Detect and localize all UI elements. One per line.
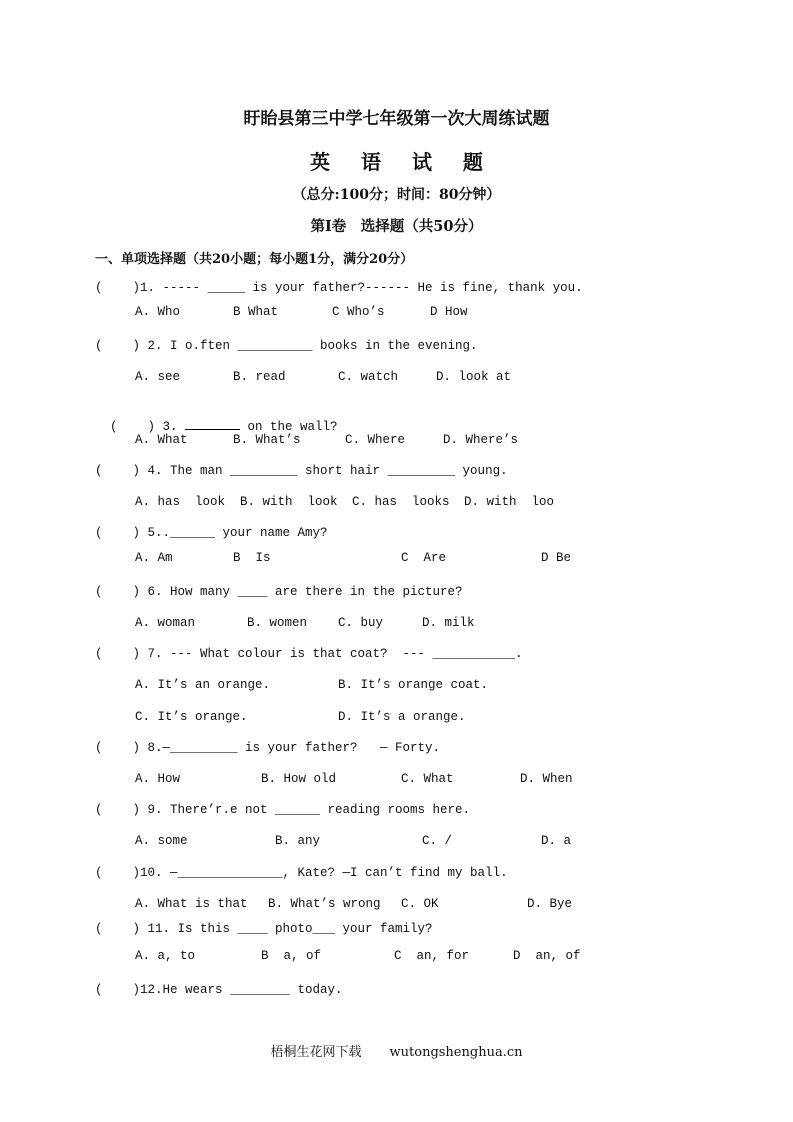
question-8-option-c: C. What xyxy=(401,772,454,786)
question-11-option-c: C an, for xyxy=(394,949,470,963)
question-6-option-d: D. milk xyxy=(422,616,475,630)
question-4-option-b: B. with look xyxy=(240,495,338,509)
question-3-stem-suffix: on the wall? xyxy=(240,420,338,434)
question-2-option-a: A. see xyxy=(135,370,181,384)
page-footer xyxy=(0,1041,793,1060)
question-3-option-b: B. What’s xyxy=(233,433,301,447)
question-4-option-c: C. has looks xyxy=(352,495,450,509)
question-1-option-d: D How xyxy=(430,305,468,319)
question-9-option-d: D. a xyxy=(541,834,572,848)
question-6-option-b: B. women xyxy=(247,616,308,630)
question-1-stem: ( )1. ----- _____ is your father?------ He is fine, thank you. xyxy=(95,281,583,295)
question-10-option-d: D. Bye xyxy=(527,897,573,911)
question-6-option-a: A. woman xyxy=(135,616,196,630)
question-11-option-d: D an, of xyxy=(513,949,581,963)
question-8-option-d: D. When xyxy=(520,772,573,786)
question-11-option-a: A. a, to xyxy=(135,949,196,963)
question-4-stem: ( ) 4. The man _________ short hair _________ young. xyxy=(95,464,508,478)
question-5-option-a: A. Am xyxy=(135,551,173,565)
question-8-option-a: A. How xyxy=(135,772,181,786)
score-time-info: （总分:100分；时间：80分钟） xyxy=(292,187,501,203)
question-2-option-b: B. read xyxy=(233,370,286,384)
question-5-option-c: C Are xyxy=(401,551,447,565)
question-9-option-a: A. some xyxy=(135,834,188,848)
question-7-option-c: C. It’s orange. xyxy=(135,710,248,724)
question-2-option-c: C. watch xyxy=(338,370,399,384)
question-2-option-d: D. look at xyxy=(436,370,512,384)
question-3-stem xyxy=(95,401,338,435)
question-7-option-a: A. It’s an orange. xyxy=(135,678,271,692)
question-5-option-d: D Be xyxy=(541,551,572,565)
answer-blank xyxy=(185,417,240,430)
question-2-stem: ( ) 2. I o.ften __________ books in the evening. xyxy=(95,339,478,353)
question-3-option-c: C. Where xyxy=(345,433,406,447)
question-7-option-b: B. It’s orange coat. xyxy=(338,678,489,692)
question-4-option-d: D. with loo xyxy=(464,495,555,509)
question-1-option-b: B What xyxy=(233,305,279,319)
question-11-stem: ( ) 11. Is this ____ photo___ your family? xyxy=(95,922,433,936)
question-3-option-d: D. Where’s xyxy=(443,433,519,447)
question-9-option-b: B. any xyxy=(275,834,321,848)
question-10-option-a: A. What is that xyxy=(135,897,248,911)
question-11-option-b: B a, of xyxy=(261,949,322,963)
question-8-stem: ( ) 8.—_________ is your father? — Forty. xyxy=(95,741,441,755)
question-4-option-a: A. has look xyxy=(135,495,226,509)
question-10-stem: ( )10. —______________, Kate? —I can’t find my ball. xyxy=(95,866,508,880)
question-3-stem-prefix: ( ) 3. xyxy=(110,420,186,434)
question-5-stem: ( ) 5..______ your name Amy? xyxy=(95,526,328,540)
question-12-stem: ( )12.He wears ________ today. xyxy=(95,983,343,997)
footer-site-name: 梧桐生花网下载 xyxy=(270,1045,362,1060)
question-1-option-c: C Who’s xyxy=(332,305,385,319)
question-1-option-a: A. Who xyxy=(135,305,181,319)
question-7-stem: ( ) 7. --- What colour is that coat? --- ___________. xyxy=(95,647,523,661)
question-9-stem: ( ) 9. There’r.e not ______ reading rooms here. xyxy=(95,803,471,817)
question-6-stem: ( ) 6. How many ____ are there in the picture? xyxy=(95,585,463,599)
question-8-option-b: B. How old xyxy=(261,772,337,786)
question-7-option-d: D. It’s a orange. xyxy=(338,710,466,724)
question-3-option-a: A. What xyxy=(135,433,188,447)
school-title: 盱眙县第三中学七年级第一次大周练试题 xyxy=(243,109,550,129)
subject-title: 英 语 试 题 xyxy=(310,150,495,174)
question-5-option-b: B Is xyxy=(233,551,271,565)
question-6-option-c: C. buy xyxy=(338,616,384,630)
question-10-option-c: C. OK xyxy=(401,897,439,911)
question-9-option-c: C. / xyxy=(422,834,453,848)
footer-site-url: wutongshenghua.cn xyxy=(389,1045,523,1060)
question-10-option-b: B. What’s wrong xyxy=(268,897,381,911)
section-title: 一、单项选择题（共20小题；每小题1分，满分20分） xyxy=(95,252,414,267)
volume-title: 第Ⅰ卷 选择题（共50分） xyxy=(310,218,483,235)
